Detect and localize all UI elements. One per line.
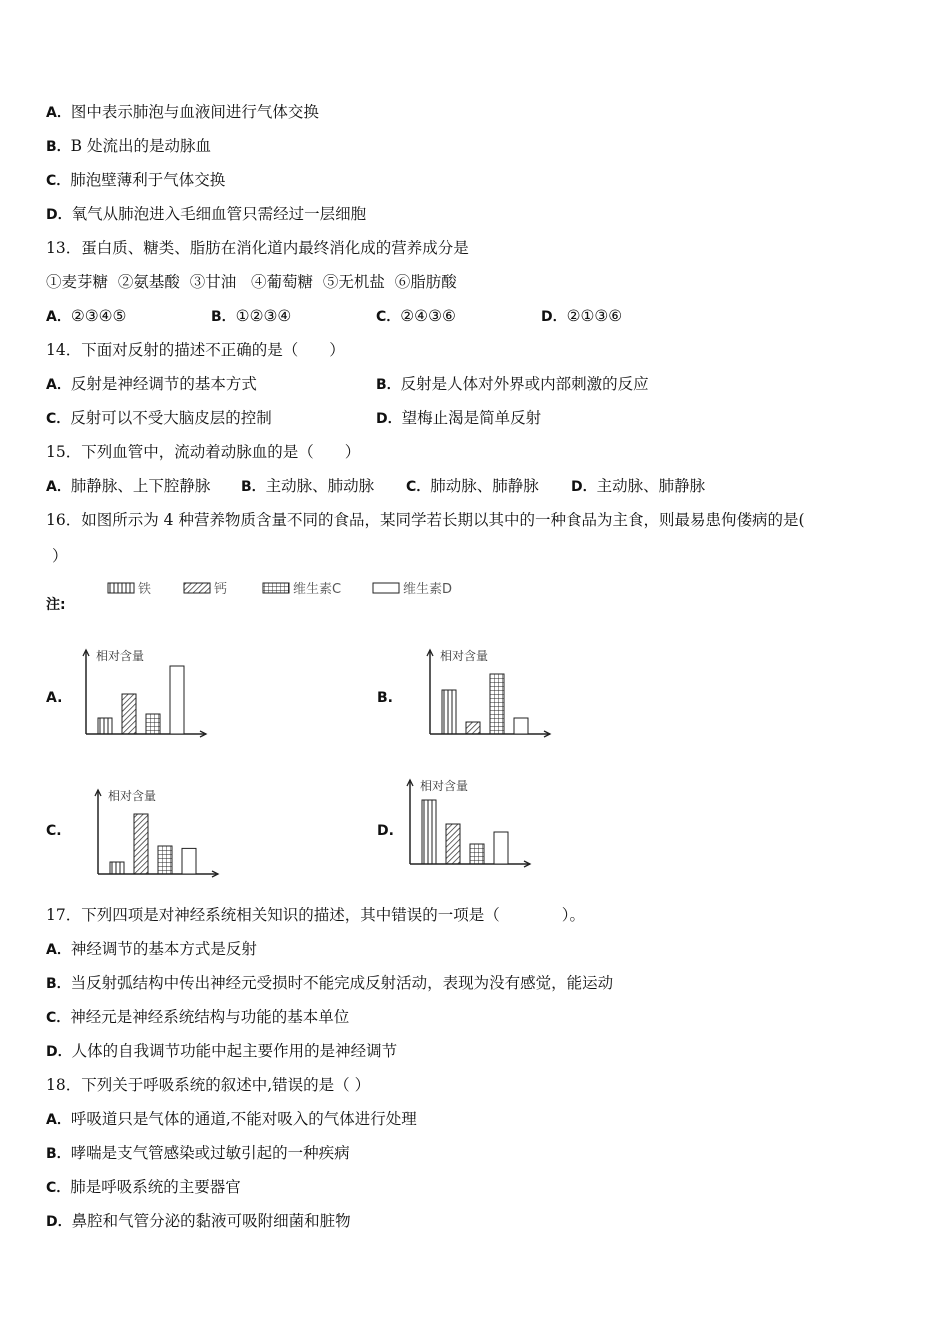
q12-option-c: C．肺泡壁薄利于气体交换	[46, 171, 226, 189]
bar-vitamin-d	[182, 848, 196, 874]
legend-item-vitamin-d	[373, 581, 452, 597]
y-axis-label: 相对含量	[108, 789, 157, 803]
chart-b	[422, 642, 572, 742]
q13-stem: 13．蛋白质、糖类、脂肪在消化道内最终消化成的营养成分是	[46, 239, 469, 257]
legend-label-iron: 铁	[138, 582, 152, 597]
q13-option-b: B．①②③④	[211, 307, 292, 325]
q14-option-c: C．反射可以不受大脑皮层的控制	[46, 409, 272, 427]
bar-calcium	[122, 694, 136, 734]
q15-option-a: A．肺静脉、上下腔静脉	[46, 477, 211, 495]
q13-items: ①麦芽糖 ②氨基酸 ③甘油 ④葡萄糖 ⑤无机盐 ⑥脂肪酸	[46, 273, 457, 291]
q14-stem: 14．下面对反射的描述不正确的是（ ）	[46, 341, 345, 359]
chart-d	[402, 772, 552, 872]
bar-vitamin-d	[514, 718, 528, 734]
chart-d-letter: D.	[377, 823, 394, 839]
bar-iron	[442, 690, 456, 734]
bar-vitamin-c	[490, 674, 504, 734]
q13-option-c: C．②④③⑥	[376, 307, 456, 325]
chart-c-letter: C.	[46, 823, 62, 839]
q12-option-a: A．图中表示肺泡与血液间进行气体交换	[46, 103, 319, 121]
bar-vitamin-c	[146, 714, 160, 734]
q18-option-b: B．哮喘是支气管感染或过敏引起的一种疾病	[46, 1144, 350, 1162]
chart-a	[78, 642, 228, 742]
bar-vitamin-d	[170, 666, 184, 734]
bar-vitamin-c	[158, 846, 172, 874]
bar-vitamin-d	[494, 832, 508, 864]
q18-option-c: C．肺是呼吸系统的主要器官	[46, 1178, 241, 1196]
bar-iron	[110, 862, 124, 874]
q14-option-a: A．反射是神经调节的基本方式	[46, 375, 257, 393]
q16-stem: 16．如图所示为 4 种营养物质含量不同的食品，某同学若长期以其中的一种食品为主食，则最易患佝偻病的是(	[46, 511, 805, 529]
q15-stem: 15．下列血管中，流动着动脉血的是（ ）	[46, 443, 361, 461]
q18-option-a: A．呼吸道只是气体的通道,不能对吸入的气体进行处理	[46, 1110, 417, 1128]
q13-option-a: A．②③④⑤	[46, 307, 127, 325]
q15-option-c: C．肺动脉、肺静脉	[406, 477, 539, 495]
q18-option-d: D．鼻腔和气管分泌的黏液可吸附细菌和脏物	[46, 1212, 351, 1230]
bar-calcium	[134, 814, 148, 874]
y-axis-label: 相对含量	[96, 649, 145, 663]
q17-option-b: B．当反射弧结构中传出神经元受损时不能完成反射活动，表现为没有感觉，能运动	[46, 974, 614, 992]
bar-calcium	[446, 824, 460, 864]
q16-stem-end: ）	[52, 547, 68, 565]
q12-option-b: B．B 处流出的是动脉血	[46, 137, 211, 155]
q15-option-d: D．主动脉、肺静脉	[571, 477, 706, 495]
chart-b-letter: B.	[377, 690, 393, 706]
legend-item-iron	[108, 581, 151, 597]
q17-option-c: C．神经元是神经系统结构与功能的基本单位	[46, 1008, 350, 1026]
q16-note: 注:	[46, 597, 66, 613]
legend-label-vitamin-d: 维生素D	[403, 582, 453, 597]
bar-iron	[422, 800, 436, 864]
q14-option-d: D．望梅止渴是简单反射	[376, 409, 542, 427]
chart-legend	[100, 578, 500, 602]
q17-option-d: D．人体的自我调节功能中起主要作用的是神经调节	[46, 1042, 398, 1060]
q14-option-b: B．反射是人体对外界或内部刺激的反应	[376, 375, 649, 393]
bar-vitamin-c	[470, 844, 484, 864]
y-axis-label: 相对含量	[420, 779, 469, 793]
legend-item-calcium	[184, 582, 227, 597]
q13-option-d: D．②①③⑥	[541, 307, 623, 325]
y-axis-label: 相对含量	[440, 649, 489, 663]
bar-calcium	[466, 722, 480, 734]
q18-stem: 18．下列关于呼吸系统的叙述中,错误的是（ ）	[46, 1076, 371, 1094]
q12-option-d: D．氧气从肺泡进入毛细血管只需经过一层细胞	[46, 205, 367, 223]
chart-a-letter: A.	[46, 690, 63, 706]
legend-item-vitamin-c	[263, 581, 341, 597]
q17-stem: 17．下列四项是对神经系统相关知识的描述，其中错误的一项是（ ）。	[46, 906, 585, 924]
q15-option-b: B．主动脉、肺动脉	[241, 477, 375, 495]
bar-iron	[98, 718, 112, 734]
legend-label-calcium: 钙	[214, 582, 228, 597]
chart-c	[90, 782, 240, 882]
q17-option-a: A．神经调节的基本方式是反射	[46, 940, 257, 958]
legend-label-vitamin-c: 维生素C	[293, 582, 342, 597]
